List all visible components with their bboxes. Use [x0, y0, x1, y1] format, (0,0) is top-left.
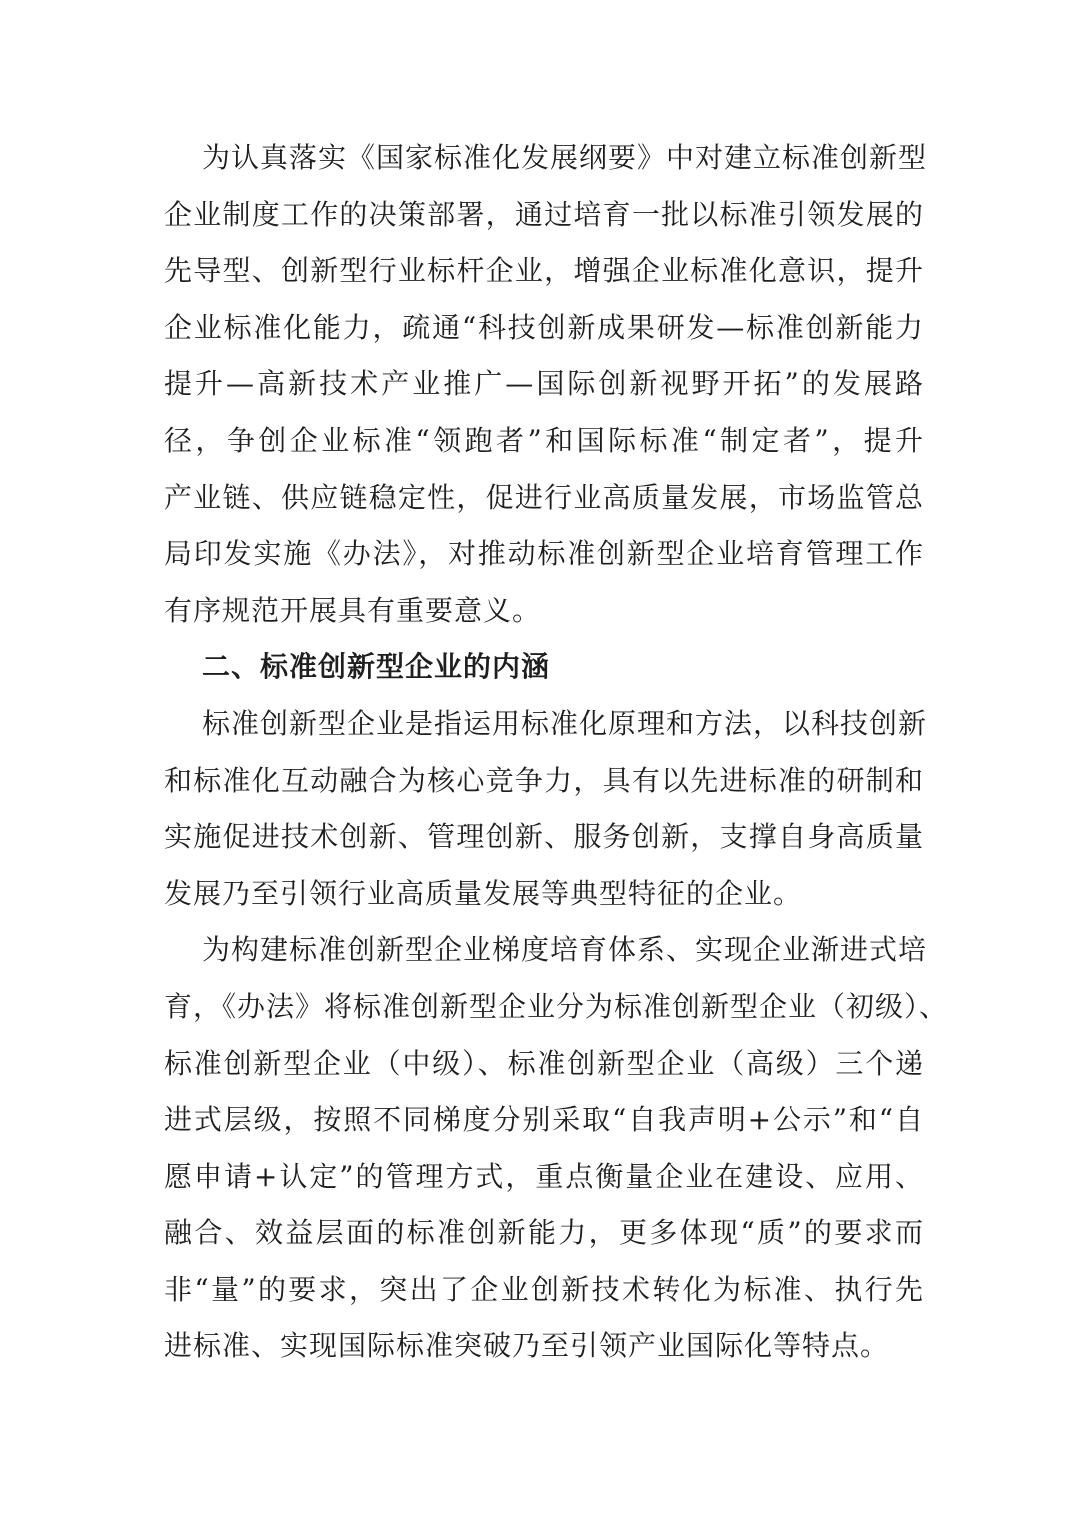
- text-line: 实施促进技术创新、管理创新、服务创新，支撑自身高质量: [164, 820, 924, 854]
- text-line: 进标准、实现国际标准突破乃至引领产业国际化等特点。: [164, 1329, 890, 1363]
- document-body: [164, 130, 949, 1375]
- text-line: 产业链、供应链稳定性，促进行业高质量发展，市场监管总: [164, 480, 924, 514]
- text-line: 径，争创企业标准“领跑者”和国际标准“制定者”，提升: [164, 423, 924, 457]
- text-line: 愿申请+认定”的管理方式，重点衡量企业在建设、应用、: [164, 1159, 924, 1193]
- paragraph-definition: [164, 696, 928, 922]
- text-line: 企业制度工作的决策部署，通过培育一批以标准引领发展的: [164, 197, 924, 231]
- text-line: 标准创新型企业（中级）、标准创新型企业（高级）三个递: [164, 1046, 924, 1080]
- text-line: 为认真落实《国家标准化发展纲要》中对建立标准创新型: [202, 141, 928, 174]
- text-line: 有序规范开展具有重要意义。: [164, 593, 542, 627]
- text-line: 和标准化互动融合为核心竞争力，具有以先进标准的研制和: [164, 763, 924, 797]
- text-line: 标准创新型企业是指运用标准化原理和方法，以科技创新: [202, 706, 928, 740]
- text-line: 企业标准化能力，疏通“科技创新成果研发—标准创新能力: [164, 310, 924, 344]
- text-line: 局印发实施《办法》，对推动标准创新型企业培育管理工作: [164, 537, 924, 571]
- text-line: 非“量”的要求，突出了企业创新技术转化为标准、执行先: [164, 1272, 924, 1306]
- text-line: 育，《办法》将标准创新型企业分为标准创新型企业（初级）、: [164, 989, 949, 1023]
- paragraph-levels: [164, 922, 949, 1375]
- section-heading: 二、标准创新型企业的内涵: [202, 650, 551, 684]
- paragraph-intro: [164, 130, 928, 639]
- text-line: 为构建标准创新型企业梯度培育体系、实现企业渐进式培: [202, 933, 928, 967]
- text-line: 融合、效益层面的标准创新能力，更多体现“质”的要求而: [164, 1216, 924, 1250]
- text-line: 进式层级，按照不同梯度分别采取“自我声明+公示”和“自: [164, 1103, 924, 1137]
- text-line: 提升—高新技术产业推广—国际创新视野开拓”的发展路: [164, 367, 924, 401]
- text-line: 先导型、创新型行业标杆企业，增强企业标准化意识，提升: [164, 254, 924, 288]
- text-line: 发展乃至引领行业高质量发展等典型特征的企业。: [164, 876, 803, 910]
